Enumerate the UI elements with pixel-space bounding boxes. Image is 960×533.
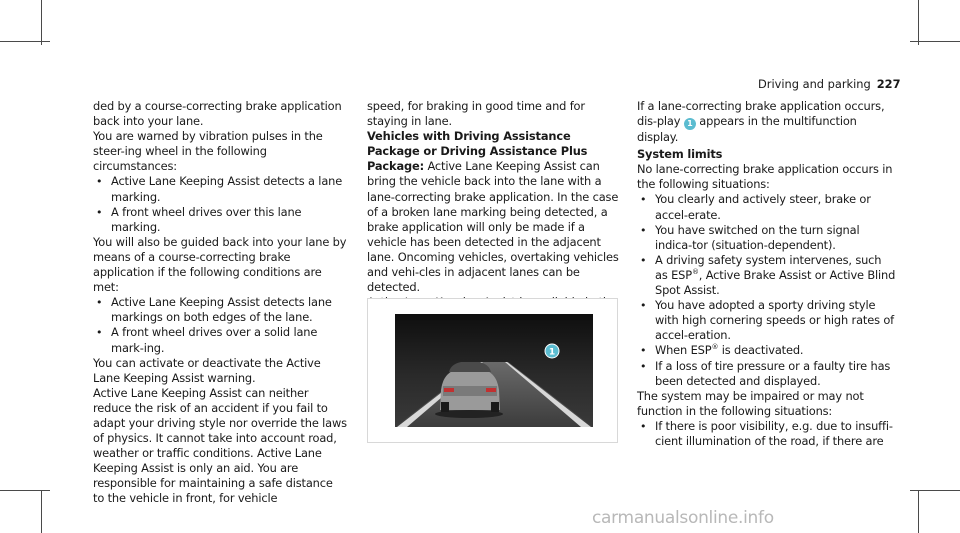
section-title: Driving and parking xyxy=(758,77,871,91)
crop-mark xyxy=(918,490,919,533)
list-item: • A front wheel drives over this lane marking. xyxy=(96,204,302,234)
bullet: • xyxy=(640,359,647,373)
paragraph: No lane-correcting brake application occurs in the following situations: xyxy=(637,162,893,192)
crop-mark xyxy=(910,490,960,491)
crop-mark xyxy=(0,490,50,491)
bullet: • xyxy=(640,344,647,358)
bullet: • xyxy=(640,253,647,267)
paragraph: Vehicles with Driving Assistance Package or Driving Assistance Plus Package: Active Lane Keeping Assist can bring the vehicle back into the lane with a lane-correcting brake application. In the case of a broken lane marking being detected, a brake application will only be made if a vehicle has been detected in the adjacent lane. Oncoming vehicles, overtaking vehicles and vehi-cles in adjacent lanes can be detected. xyxy=(367,129,619,295)
car-on-road-illustration xyxy=(395,314,593,427)
paragraph: You will also be guided back into your lane by means of a course-correcting brake application if the following conditions are met: xyxy=(93,234,347,295)
list-item: • You have adopted a sporty driving style with high cornering speeds or high rates of accel-eration. xyxy=(640,298,895,343)
paragraph: You can activate or deactivate the Active Lane Keeping Assist warning. xyxy=(93,355,321,385)
bullet: • xyxy=(96,326,103,340)
crop-mark xyxy=(918,0,919,45)
page-header xyxy=(758,77,901,91)
list-item: • Active Lane Keeping Assist detects lane markings on both edges of the lane. xyxy=(96,295,332,325)
figure-callout: 1 xyxy=(548,347,556,358)
paragraph: The system may be impaired or may not function in the following situations: xyxy=(637,388,864,418)
list-item: • A front wheel drives over a solid lane mark-ing. xyxy=(96,325,318,355)
bullet: • xyxy=(640,299,647,313)
paragraph: Active Lane Keeping Assist can neither reduce the risk of an accident if you fail to adapt your driving style nor override the laws of physics. It cannot take into account road, weather or traffic conditions. Active Lane Keeping Assist is only an aid. You are responsible for maintaining a safe distance to the vehicle in front, for vehicle xyxy=(93,385,347,506)
crop-mark xyxy=(910,41,960,42)
section-heading: System limits xyxy=(637,147,723,162)
bullet: • xyxy=(640,193,647,207)
paragraph: speed, for braking in good time and for staying in lane. xyxy=(367,99,585,129)
bullet: • xyxy=(640,223,647,237)
bullet: • xyxy=(96,296,103,310)
list-item: • When ESP® is deactivated. xyxy=(640,343,804,358)
callout-badge: 1 xyxy=(684,118,696,130)
lane-keeping-figure xyxy=(367,298,618,443)
list-item: • You have switched on the turn signal indica-tor (situation-dependent). xyxy=(640,222,860,252)
bullet: • xyxy=(96,205,103,219)
paragraph: ded by a course-correcting brake application back into your lane. xyxy=(93,99,342,129)
list-item: • If a loss of tire pressure or a faulty tire has been detected and displayed. xyxy=(640,358,891,388)
list-item: • A driving safety system intervenes, such as ESP®, Active Brake Assist or Active Blind Spot Assist. xyxy=(640,252,896,298)
crop-mark xyxy=(0,41,50,42)
watermark: carmanualsonline.info xyxy=(592,508,774,528)
list-item: • If there is poor visibility, e.g. due to insuffi-cient illumination of the road, if there are xyxy=(640,418,893,448)
column-1 xyxy=(93,99,347,507)
list-item: • Active Lane Keeping Assist detects a lane marking. xyxy=(96,174,343,204)
bullet: • xyxy=(96,175,103,189)
crop-mark xyxy=(41,0,42,45)
page-number: 227 xyxy=(876,77,901,91)
subheading: Vehicles with Driving Assistance Package or Driving Assistance Plus Package: xyxy=(367,129,588,174)
bullet: • xyxy=(640,419,647,433)
list-item: • You clearly and actively steer, brake or accel-erate. xyxy=(640,192,871,222)
paragraph: You are warned by vibration pulses in the steer-ing wheel in the following circumstances: xyxy=(93,129,323,174)
crop-mark xyxy=(41,490,42,533)
column-3 xyxy=(637,99,897,449)
paragraph: If a lane-correcting brake application occurs, dis-play 1 appears in the multifunction display. xyxy=(637,99,885,145)
